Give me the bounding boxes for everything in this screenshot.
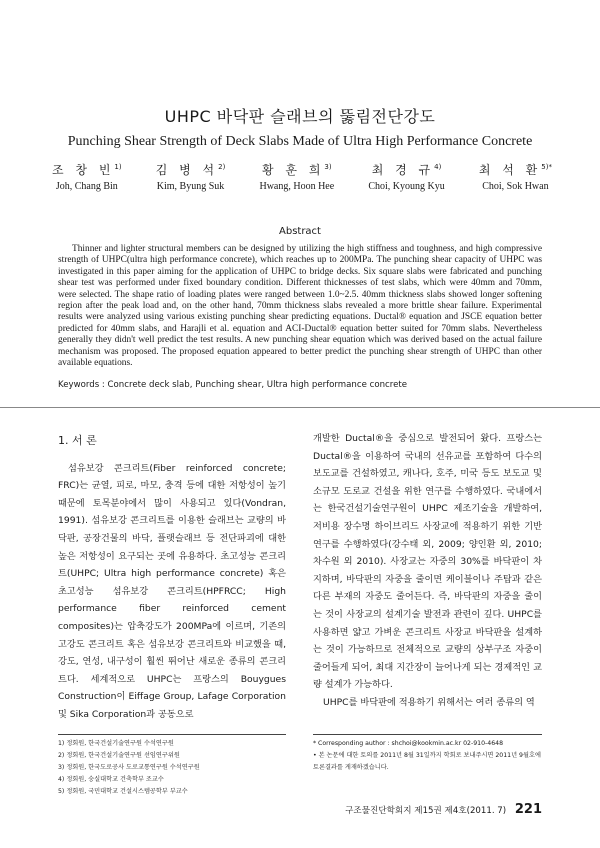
section-divider bbox=[0, 407, 600, 408]
author bbox=[479, 161, 552, 192]
author-name-en: Joh, Chang Bin bbox=[55, 181, 118, 192]
author-name-ko: 황 훈 희 bbox=[262, 163, 325, 177]
footnote: * Corresponding author : shchoi@kookmin.ac.kr 02-910-4648 bbox=[313, 740, 504, 747]
abstract-heading: Abstract bbox=[279, 226, 321, 237]
abstract-text: Thinner and lighter structural members can be designed by utilizing the high stiffness and toughness, and high compressive strength of UHPC(ultra high performance concrete), which reaches up to 200MPa. The punching shear capacity of UHPC was investigated in this paper aiming for the application of UHPC to bridge decks. Six square slabs were fabricated and punching shear test was performed under fixed boundary condition. Different thicknesses of test slabs, which were 40mm and 70mm, were selected. The shape ratio of loading plates were ranged between 1.0~2.5. 40mm thickness slabs showed longer softening region after the peak load and, on the other hand, 70mm thickness slabs revealed a more brittle shear failure. Experimental results were analyzed using various existing punching shear predicting equations. Ductal® equation and JSCE equation better predicted for 40mm slabs, and Harajli et al. equation and ACI-Ductal® equation better suited for 70mm slabs. Nevertheless generally they didn't well predict the test results. A new punching shear equation which was derived based on the actual failure mechanism was proposed. The proposed equation appeared to better predict the punching shear strength of UHPC than other available equations. bbox=[58, 244, 542, 369]
footnote: 5) 정회원, 국민대학교 건설시스템공학부 부교수 bbox=[58, 788, 188, 795]
footnote: 1) 정회원, 한국건설기술연구원 수석연구원 bbox=[58, 740, 174, 747]
author-name-en: Choi, Kyoung Kyu bbox=[368, 181, 445, 192]
author bbox=[156, 161, 226, 192]
keywords bbox=[58, 380, 542, 390]
author bbox=[259, 161, 334, 192]
section-heading: 1. 서 론 bbox=[58, 434, 97, 447]
keywords-text: Concrete deck slab, Punching shear, Ultra high performance concrete bbox=[107, 380, 408, 390]
keywords-label: Keywords : bbox=[58, 380, 105, 390]
author-name-ko: 김 병 석 bbox=[155, 163, 219, 177]
author-affil-mark: 5)* bbox=[541, 163, 552, 171]
author-list bbox=[52, 161, 552, 192]
author-name-ko: 조 창 빈 bbox=[52, 163, 115, 177]
author-name-ko: 최 석 환 bbox=[478, 163, 542, 177]
footnote: 4) 정회원, 숭실대학교 건축학부 조교수 bbox=[58, 776, 164, 783]
body-paragraph: 개발한 Ductal®을 중심으로 발전되어 왔다. 프랑스는 Ductal®을 이용하여 국내의 선유교를 포함하여 다수의 보도교를 건설하였고, 캐나다, 호주, 미국 등도 보도교 및 소규모 도로교 건설을 위한 연구를 수행하였다. 국내에서는 한국건설기술연구원이 UHPC 제조기술을 개발하여, 저비용 장수명 하이브리드 사장교에 적용하기 위한 기반 연구를 수행하였다(강수태 외, 2009; 양인환 외, 2010; 차수원 외 2010). 사장교는 자중의 30%를 바닥판이 차지하며, 바닥판의 자중을 줄이면 케이블이나 주탑과 같은 다른 부재의 자중도 줄어든다. 즉, 바닥판의 자중을 줄이는 것이 사장교의 설계기술 발전과 관련이 깊다. UHPC를 사용하면 얇고 가벼운 콘크리트 사장교 바닥판을 설계하는 것이 가능하므로 전체적으로 교량의 상부구조 자중이 줄어들게 되어, 최대 지간장이 늘어나게 되는 경제적인 교량 설계가 가능하다. bbox=[313, 433, 542, 691]
author-affil-mark: 4) bbox=[434, 163, 442, 171]
author-affil-mark: 2) bbox=[218, 163, 226, 171]
body-column-left bbox=[58, 430, 286, 724]
footnote: 3) 정회원, 한국도로공사 도로교통연구원 수석연구원 bbox=[58, 764, 200, 771]
footnote: • 본 논문에 대한 토의를 2011년 8월 31일까지 학회로 보내주시면 2011년 9월호에 토론결과를 게재하겠습니다. bbox=[313, 752, 541, 771]
body-paragraph: 섬유보강 콘크리트(Fiber reinforced concrete; FRC)는 균열, 피로, 마모, 충격 등에 대한 저항성이 높기 때문에 토목분야에서 많이 사용되고 있다(Vondran, 1991). 섬유보강 콘크리트를 이용한 슬래브는 교량의 바닥판, 공장건물의 바닥, 플랫슬래브 등 전단파괴에 대한 높은 저항성이 요구되는 곳에 유용하다. 초고성능 콘크리트(UHPC; Ultra high performance concrete) 혹은 초고성능 섬유보강 콘크리트(HPFRCC; High performance fiber reinforced cement composites)는 압축강도가 200MPa에 이르며, 기존의 고강도 콘크리트 혹은 섬유보강 콘크리트와 비교했을 때, 강도, 연성, 내구성이 훨씬 뛰어난 새로운 종류의 콘크리트다. 세계적으로 UHPC는 프랑스의 Bouygues Construction이 Eiffage Group, Lafage Corporation 및 Sika Corporation과 공동으로 bbox=[58, 462, 286, 720]
author bbox=[52, 161, 122, 192]
author-affil-mark: 3) bbox=[324, 163, 332, 171]
title-korean: UHPC 바닥판 슬래브의 뚫림전단강도 bbox=[164, 107, 436, 126]
author-name-en: Kim, Byung Suk bbox=[156, 181, 225, 192]
footnotes-notes bbox=[313, 734, 542, 774]
journal-info: 구조물진단학회지 제15권 제4호(2011. 7) bbox=[345, 806, 507, 816]
page-number: 221 bbox=[514, 802, 542, 817]
title-english: Punching Shear Strength of Deck Slabs Made of Ultra High Performance Concrete bbox=[67, 134, 533, 149]
footnote: 2) 정회원, 한국건설기술연구원 선임연구위원 bbox=[58, 752, 180, 759]
body-paragraph: UHPC를 바닥판에 적용하기 위해서는 여러 종류의 역 bbox=[323, 696, 535, 708]
author bbox=[368, 161, 444, 192]
author-name-en: Hwang, Hoon Hee bbox=[259, 181, 335, 192]
footnotes-affiliations bbox=[58, 734, 286, 798]
author-name-en: Choi, Sok Hwan bbox=[482, 181, 549, 192]
body-column-right bbox=[313, 430, 542, 712]
author-name-ko: 최 경 규 bbox=[371, 163, 435, 177]
page-footer bbox=[330, 802, 542, 817]
author-affil-mark: 1) bbox=[114, 163, 122, 171]
